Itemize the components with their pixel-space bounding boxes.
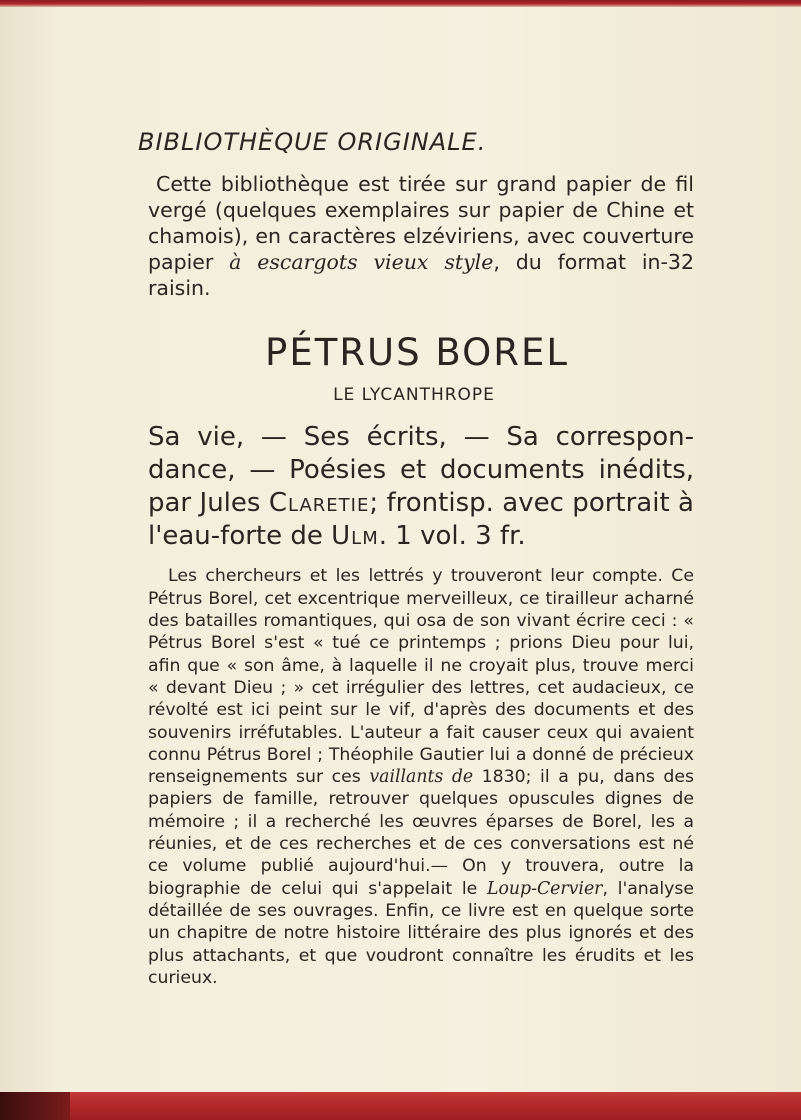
desc-author: Claretie: [268, 488, 370, 519]
page-edge-bottom: [0, 1092, 801, 1120]
review-italic-2: Loup-Cervier: [487, 878, 603, 899]
review-italic-1: vaillants de: [369, 767, 474, 788]
desc-mid: ; frontisp. avec portrait à l'eau-forte de: [148, 488, 694, 552]
page-header: BIBLIOTHÈQUE ORIGINALE.: [138, 128, 487, 156]
review-part-3: , l'analyse détaillée de ses ouvrages. Enfin, ce livre est en quelque sorte un chapitre de notre histoire littéraire des plus ignorés et des plus attachants, et que voudront connaître les érudits et les curieux.: [148, 878, 694, 988]
page-content: [134, 128, 694, 989]
intro-text-1: Cette bibliothèque est tirée sur grand papier de fil vergé (quelques exemplaires sur papier de Chine et chamois), en caractères elzéviriens, avec couverture papier: [148, 171, 694, 274]
book-author-title: PÉTRUS BOREL: [265, 330, 569, 374]
book-review: [148, 565, 694, 989]
desc-engraver: Ulm: [331, 521, 379, 552]
intro-paragraph: [148, 171, 694, 301]
review-part-2: 1830; il a pu, dans des papiers de famille, retrouver quelques opuscules dignes de mémoire ; il a recherché les œuvres éparses de Borel, les a réunies, et de ces recherches et de ces conversations est né ce volume publié aujourd'hui.— On y trouvera, outre la biographie de celui qui s'appelait le: [148, 767, 694, 899]
book-description: [148, 421, 694, 553]
review-part-1: Les chercheurs et les lettrés y trouveront leur compte. Ce Pétrus Borel, cet excentrique merveilleux, ce tirailleur acharné des batailles romantiques, qui osa de son vivant écrire ceci : « Pétrus Borel s'est « tué ce printemps ; prions Dieu pour lui, afin que « son âme, à laquelle il ne croyait plus, trouve merci « devant Dieu ; » cet irrégulier des lettres, cet audacieux, ce révolté est ici peint sur le vif, d'après des documents et des souvenirs irréfutables. L'auteur a fait causer ceux qui avaient connu Pétrus Borel ; Théophile Gautier lui a donné de précieux renseignements sur ces: [148, 566, 694, 788]
desc-end: . 1 vol. 3 fr.: [378, 521, 526, 552]
intro-text-2: , du format in-32 raisin.: [148, 249, 694, 300]
page-edge-top: [0, 0, 801, 7]
intro-italic: à escargots vieux style: [229, 249, 494, 274]
book-subtitle: LE LYCANTHROPE: [333, 385, 495, 406]
desc-start: Sa vie, — Ses écrits, — Sa correspondance, — Poésies et documents inédits, par Jules: [148, 422, 694, 519]
